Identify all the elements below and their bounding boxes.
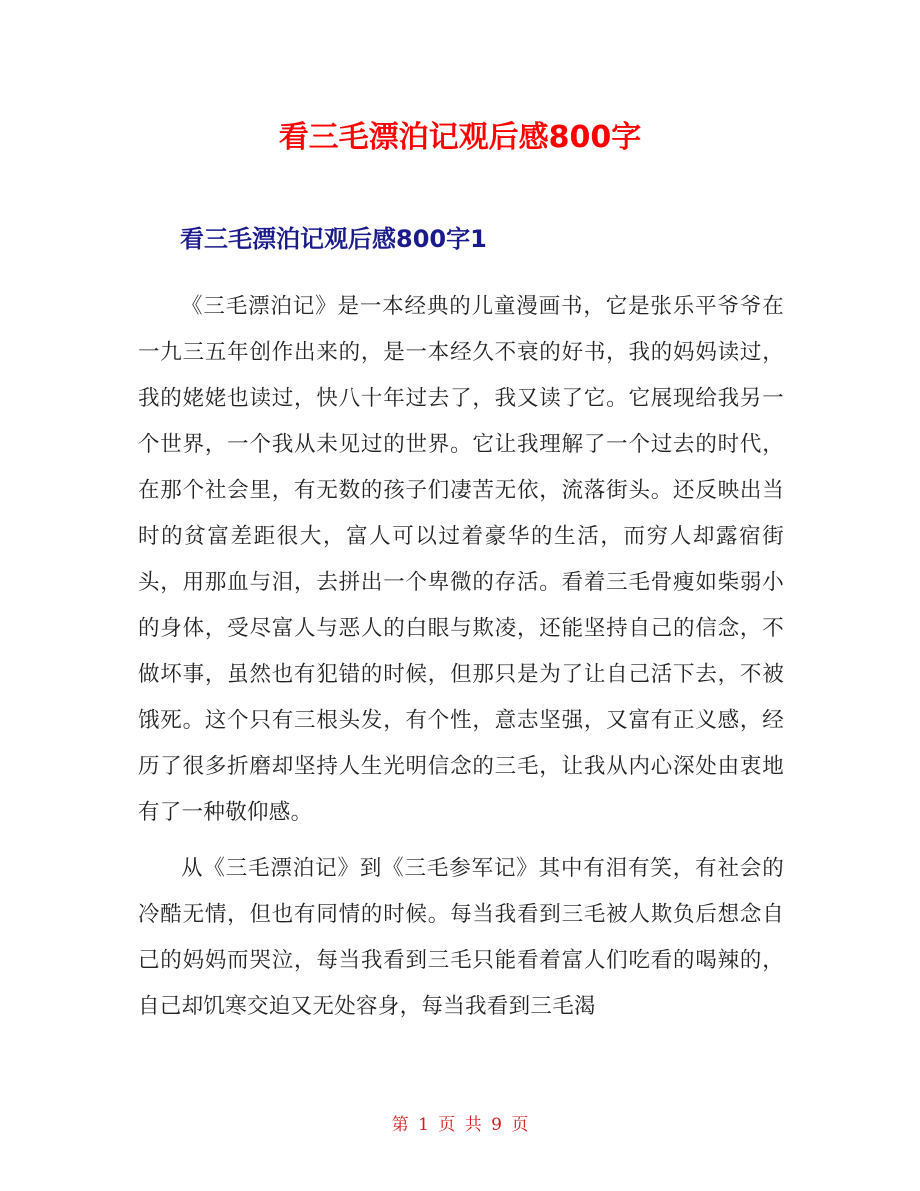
page-number-footer: 第 1 页 共 9 页 bbox=[391, 1115, 529, 1135]
paragraph-2: 从《三毛漂泊记》到《三毛参军记》其中有泪有笑，有社会的冷酷无情，但也有同情的时候。每当我看到三毛被人欺负后想念自己的妈妈而哭泣，每当我看到三毛只能看着富人们吃看的喝辣的，自己却饥寒交迫又无处容身，每当我看到三毛渴 bbox=[138, 856, 784, 1019]
body-text bbox=[138, 284, 784, 1040]
section-heading: 看三毛漂泊记观后感800字1 bbox=[180, 225, 487, 253]
document-title: 看三毛漂泊记观后感800字 bbox=[278, 120, 642, 155]
paragraph-1: 《三毛漂泊记》是一本经典的儿童漫画书，它是张乐平爷爷在一九三五年创作出来的，是一本经久不衰的好书，我的妈妈读过，我的姥姥也读过，快八十年过去了，我又读了它。它展现给我另一个世界，一个我从未见过的世界。它让我理解了一个过去的时代，在那个社会里，有无数的孩子们凄苦无依，流落街头。还反映出当时的贫富差距很大，富人可以过着豪华的生活，而穷人却露宿街头，用那血与泪，去拼出一个卑微的存活。看着三毛骨瘦如柴弱小的身体，受尽富人与恶人的白眼与欺凌，还能坚持自己的信念，不做坏事，虽然也有犯错的时候，但那只是为了让自己活下去，不被饿死。这个只有三根头发，有个性，意志坚强，又富有正义感，经历了很多折磨却坚持人生光明信念的三毛，让我从内心深处由衷地有了一种敬仰感。 bbox=[138, 294, 784, 825]
